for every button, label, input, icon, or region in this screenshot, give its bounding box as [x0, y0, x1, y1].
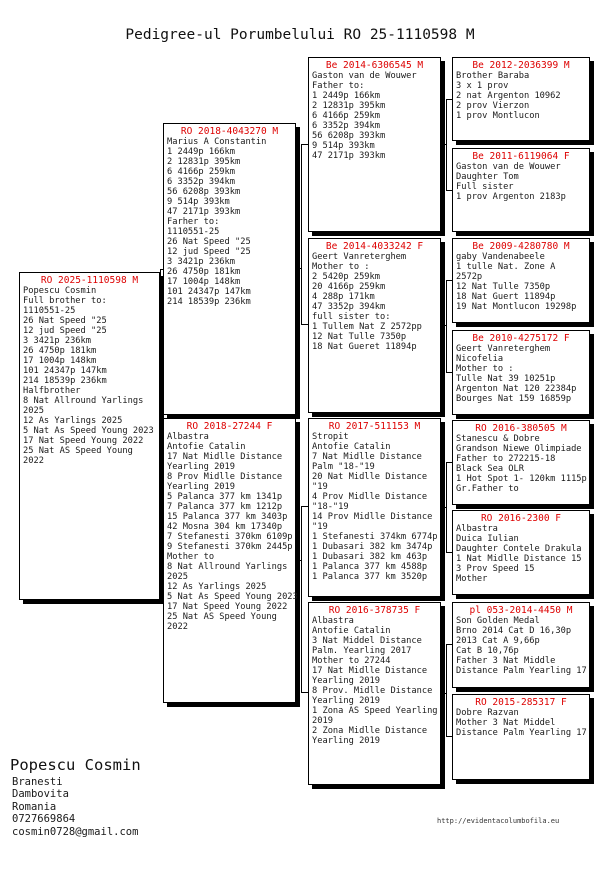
pedigree-box-dss: [452, 420, 590, 505]
text-line: Gr.Father to: [456, 484, 519, 494]
text-line: "19: [312, 522, 328, 532]
connector-line: [296, 268, 302, 269]
text-line: 12 Nat Tulle 7350p: [456, 282, 551, 292]
text-line: 2 12831p 395km: [312, 101, 386, 111]
text-line: 3 Prov Speed 15: [456, 564, 535, 574]
text-line: 3 3421p 236km: [23, 336, 91, 346]
text-line: 12 As Yarlings 2025: [23, 416, 123, 426]
ring-number: Be 2009-4280780 M: [472, 241, 570, 252]
box-lines: [312, 71, 440, 161]
text-line: full sister to:: [312, 312, 391, 322]
ring-number: RO 2017-511153 M: [328, 421, 421, 432]
owner-contact: [12, 776, 138, 838]
text-line: Antofie Catalin: [312, 626, 391, 636]
text-line: Mother to 27244: [312, 656, 391, 666]
connector-line: [160, 269, 161, 560]
text-line: 2 5420p 259km: [312, 272, 380, 282]
text-line: 6 4166p 259km: [312, 111, 380, 121]
text-line: 2025: [23, 406, 44, 416]
text-line: 25 Nat AS Speed Young: [167, 612, 277, 622]
text-line: Distance Palm Yearling 17: [456, 728, 587, 738]
text-line: Yearling 2019: [167, 482, 235, 492]
text-line: 1 prov Argenton 2183p: [456, 192, 566, 202]
pedigree-box-dam-sire: [308, 418, 441, 597]
text-line: Palm "18-"19: [312, 462, 375, 472]
text-line: 2013 Cat A 9,66p: [456, 636, 540, 646]
text-line: 26 Nat Speed "25: [23, 316, 107, 326]
ring-number: Be 2014-4033242 F: [325, 241, 424, 252]
text-line: 26 Nat Speed "25: [167, 237, 251, 247]
text-line: Popescu Cosmin: [23, 286, 97, 296]
text-line: 4 Prov Midlle Distance: [312, 492, 428, 502]
box-lines: [456, 616, 589, 676]
pedigree-box-dam: [163, 418, 296, 703]
text-line: 12 jud Speed "25: [23, 326, 107, 336]
text-line: 26 4750p 181km: [23, 346, 97, 356]
text-line: 101 24347p 147km: [23, 366, 107, 376]
text-line: 6 3352p 394km: [167, 177, 235, 187]
text-line: Black Sea OLR: [456, 464, 524, 474]
ring-number: Be 2014-6306545 M: [325, 60, 424, 71]
text-line: Daughter Contele Drakula: [456, 544, 582, 554]
text-line: 1 Nat Midlle Distance 15: [456, 554, 582, 564]
pedigree-box-sds: [452, 238, 590, 323]
text-line: 25 Nat AS Speed Young: [23, 446, 133, 456]
text-line: 214 18539p 236km: [167, 297, 251, 307]
connector-line: [441, 325, 447, 326]
text-line: 5 Palanca 377 km 1341p: [167, 492, 283, 502]
connector-line: [441, 507, 447, 508]
text-line: 2 Zona Midlle Distance: [312, 726, 428, 736]
text-line: Dambovita: [12, 788, 69, 801]
box-lines: [167, 137, 295, 307]
text-line: Stropit: [312, 432, 349, 442]
text-line: 5 Nat As Speed Young 2023: [167, 592, 298, 602]
box-lines: [456, 708, 589, 738]
text-line: Stanescu & Dobre: [456, 434, 540, 444]
text-line: Yearling 2019: [312, 696, 380, 706]
text-line: "18-"19: [312, 502, 349, 512]
pedigree-box-sire-dam: [308, 238, 441, 413]
text-line: 47 2171p 393km: [167, 207, 241, 217]
text-line: 7 Nat Midlle Distance: [312, 452, 422, 462]
text-line: Father to:: [312, 81, 365, 91]
text-line: 8 Prov. Midlle Distance: [312, 686, 433, 696]
text-line: 17 Nat Speed Young 2022: [23, 436, 144, 446]
text-line: Mother to: [167, 552, 215, 562]
pedigree-box-dds: [452, 602, 590, 688]
text-line: 47 3352p 394km: [312, 302, 386, 312]
text-line: 26 4750p 181km: [167, 267, 241, 277]
text-line: Dobre Razvan: [456, 708, 519, 718]
box-lines: [456, 162, 589, 202]
text-line: Mother to :: [312, 262, 370, 272]
text-line: Antofie Catalin: [312, 442, 391, 452]
text-line: Marius A Constantin: [167, 137, 267, 147]
ring-number: Be 2012-2036399 M: [472, 60, 570, 71]
ring-number: RO 2025-1110598 M: [40, 275, 139, 286]
text-line: 3 Nat Middel Distance: [312, 636, 422, 646]
text-line: Yearling 2019: [167, 462, 235, 472]
text-line: 8 Prov Midlle Distance: [167, 472, 283, 482]
text-line: 2572p: [456, 272, 483, 282]
text-line: 12 Nat Tulle 7350p: [312, 332, 407, 342]
text-line: 1 Hot Spot 1- 120km 1115p: [456, 474, 587, 484]
text-line: Daughter Tom: [456, 172, 519, 182]
website-link[interactable]: http://evidentacolumbofila.eu: [437, 817, 560, 825]
text-line: 47 2171p 393km: [312, 151, 386, 161]
box-lines: [312, 432, 440, 582]
text-line: 1 prov Montlucon: [456, 111, 540, 121]
text-line: 0727669864: [12, 813, 76, 826]
text-line: 42 Mosna 304 km 17340p: [167, 522, 283, 532]
ring-number: RO 2015-285317 F: [475, 697, 567, 708]
text-line: Palm. Yearling 2017: [312, 646, 412, 656]
text-line: 9 Stefanesti 370km 2445p: [167, 542, 293, 552]
text-line: 8 Nat Allround Yarlings: [167, 562, 288, 572]
text-line: Bourges Nat 159 16859p: [456, 394, 572, 404]
text-line: Farher to:: [167, 217, 220, 227]
pedigree-box-dam-dam: [308, 602, 441, 785]
box-lines: [167, 432, 298, 632]
text-line: Father 3 Nat Middle: [456, 656, 556, 666]
text-line: Antofie Catalin: [167, 442, 246, 452]
text-line: 17 Nat Midlle Distance: [167, 452, 283, 462]
text-line: 3 x 1 prov: [456, 81, 509, 91]
text-line: 1 tulle Nat. Zone A: [456, 262, 556, 272]
text-line: 2 12831p 395km: [167, 157, 241, 167]
text-line: Albastra: [456, 524, 498, 534]
text-line: 2025: [167, 572, 188, 582]
text-line: 17 1004p 148km: [167, 277, 241, 287]
connector-line: [296, 560, 302, 561]
ring-number: RO 2016-2300 F: [480, 513, 562, 524]
text-line: 1 Palanca 377 km 4588p: [312, 562, 428, 572]
text-line: 6 4166p 259km: [167, 167, 235, 177]
text-line: Mother 3 Nat Middel: [456, 718, 556, 728]
box-lines: [456, 71, 589, 121]
text-line: Albastra: [167, 432, 209, 442]
connector-line: [446, 99, 447, 191]
text-line: 12 As Yarlings 2025: [167, 582, 267, 592]
text-line: Mother: [456, 574, 488, 584]
text-line: 1 Tullem Nat Z 2572pp: [312, 322, 422, 332]
text-line: 214 18539p 236km: [23, 376, 107, 386]
connector-line: [441, 693, 447, 694]
pedigree-box-sss: [452, 57, 590, 141]
text-line: Full sister: [456, 182, 514, 192]
text-line: 1 Stefanesti 374km 6774p: [312, 532, 438, 542]
text-line: Tulle Nat 39 10251p: [456, 374, 556, 384]
text-line: 1 2449p 166km: [312, 91, 380, 101]
text-line: 1 Palanca 377 km 3520p: [312, 572, 428, 582]
text-line: 5 Nat As Speed Young 2023: [23, 426, 154, 436]
pedigree-box-sire-sire: [308, 57, 441, 232]
connector-line: [301, 144, 302, 325]
connector-line: [301, 506, 302, 693]
text-line: 3 3421p 236km: [167, 257, 235, 267]
ring-number: pl 053-2014-4450 M: [469, 605, 573, 616]
text-line: Son Golden Medal: [456, 616, 540, 626]
text-line: 1 2449p 166km: [167, 147, 235, 157]
box-lines: [456, 524, 589, 584]
text-line: 56 6208p 393km: [167, 187, 241, 197]
box-lines: [456, 344, 589, 404]
ring-number: RO 2018-27244 F: [186, 421, 273, 432]
text-line: Grandson Niewe Olimpiade: [456, 444, 582, 454]
text-line: 2022: [167, 622, 188, 632]
text-line: 19 Nat Montlucon 19298p: [456, 302, 577, 312]
text-line: 14 Prov Midlle Distance: [312, 512, 433, 522]
text-line: 2 nat Argenton 10962: [456, 91, 561, 101]
text-line: 7 Palanca 377 km 1212p: [167, 502, 283, 512]
text-line: 8 Nat Allround Yarlings: [23, 396, 144, 406]
text-line: 1 Zona AS Speed Yearling: [312, 706, 438, 716]
text-line: cosmin0728@gmail.com: [12, 825, 139, 838]
text-line: Albastra: [312, 616, 354, 626]
text-line: 7 Stefanesti 370km 6109p: [167, 532, 293, 542]
text-line: 18 Nat Gueret 11894p: [312, 342, 417, 352]
text-line: Full brother to:: [23, 296, 107, 306]
text-line: 56 6208p 393km: [312, 131, 386, 141]
text-line: Gaston van de Wouwer: [312, 71, 417, 81]
page-title: Pedigree-ul Porumbelului RO 25-1110598 M: [125, 27, 475, 43]
text-line: 2022: [23, 456, 44, 466]
text-line: Brno 2014 Cat D 16,30p: [456, 626, 572, 636]
text-line: 15 Palanca 377 km 3403p: [167, 512, 288, 522]
connector-line: [446, 280, 447, 373]
owner-name: Popescu Cosmin: [10, 756, 141, 774]
text-line: Argenton Nat 120 22384p: [456, 384, 577, 394]
box-lines: [456, 252, 589, 312]
text-line: 9 514p 393km: [312, 141, 375, 151]
text-line: 1110551-25: [167, 227, 220, 237]
text-line: Nicofelia: [456, 354, 504, 364]
text-line: Halfbrother: [23, 386, 81, 396]
text-line: Gaston van de Wouwer: [456, 162, 561, 172]
text-line: Branesti: [12, 776, 63, 788]
text-line: 20 4166p 259km: [312, 282, 386, 292]
box-lines: [23, 286, 159, 466]
text-line: 4 288p 171km: [312, 292, 375, 302]
text-line: Brother Baraba: [456, 71, 530, 81]
text-line: 9 514p 393km: [167, 197, 230, 207]
text-line: Duica Iulian: [456, 534, 519, 544]
text-line: Romania: [12, 800, 57, 813]
text-line: 17 Nat Speed Young 2022: [167, 602, 288, 612]
text-line: 17 Nat Midlle Distance: [312, 666, 428, 676]
text-line: 18 Nat Guert 11894p: [456, 292, 556, 302]
pedigree-box-ddd: [452, 694, 590, 780]
box-lines: [456, 434, 589, 494]
ring-number: RO 2016-378735 F: [328, 605, 421, 616]
text-line: 2019: [312, 716, 333, 726]
connector-line: [441, 144, 447, 145]
text-line: 6 3352p 394km: [312, 121, 380, 131]
ring-number: Be 2010-4275172 F: [472, 333, 570, 344]
ring-number: Be 2011-6119064 F: [472, 151, 570, 162]
pedigree-box-sdd: [452, 330, 590, 415]
text-line: Yearling 2019: [312, 736, 380, 746]
text-line: 1 Dubasari 382 km 3474p: [312, 542, 433, 552]
box-lines: [312, 252, 440, 352]
text-line: Father to 272215-18: [456, 454, 556, 464]
text-line: 1 Dubasari 382 km 463p: [312, 552, 428, 562]
ring-number: RO 2018-4043270 M: [180, 126, 279, 137]
pedigree-box-ssd: [452, 148, 590, 232]
text-line: 101 24347p 147km: [167, 287, 251, 297]
text-line: Mother to :: [456, 364, 514, 374]
text-line: 12 jud Speed "25: [167, 247, 251, 257]
text-line: 17 1004p 148km: [23, 356, 97, 366]
text-line: 20 Nat Midlle Distance: [312, 472, 428, 482]
connector-line: [446, 644, 447, 737]
text-line: 2 prov Vierzon: [456, 101, 530, 111]
text-line: Geert Vanreterghem: [312, 252, 407, 262]
box-lines: [312, 616, 440, 746]
ring-number: RO 2016-380505 M: [475, 423, 567, 434]
text-line: 1110551-25: [23, 306, 76, 316]
text-line: Distance Palm Yearling 17: [456, 666, 587, 676]
text-line: gaby Vandenabeele: [456, 252, 545, 262]
text-line: Yearling 2019: [312, 676, 380, 686]
pedigree-box-sire: [163, 123, 296, 415]
text-line: Cat B 10,76p: [456, 646, 519, 656]
text-line: "19: [312, 482, 328, 492]
pedigree-box-subject: [19, 272, 160, 600]
pedigree-box-dsd: [452, 510, 590, 595]
text-line: Geert Vanreterghem: [456, 344, 551, 354]
